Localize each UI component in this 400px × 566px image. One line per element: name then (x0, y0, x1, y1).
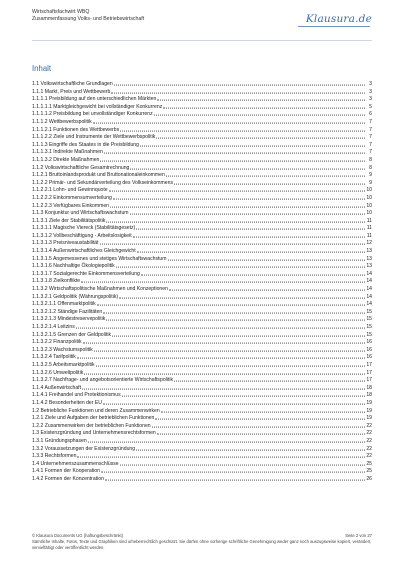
toc-entry-label: 1.1.3 Konjunktur und Wirtschaftswachstum (32, 210, 129, 217)
toc-entry-page: 14 (366, 286, 372, 293)
toc-entry-label: 1.1.3.1.6 Nachhaltige Ökologiepolitik (32, 263, 115, 270)
toc-entry-label: 1.1.3.1.4 Außenwirtschaftliches Gleichgewicht (32, 248, 136, 255)
toc-entry-page: 15 (366, 308, 372, 315)
toc-dot-leader (88, 438, 365, 443)
toc-entry-page: 12 (366, 240, 372, 247)
toc-entry-page: 15 (366, 324, 372, 330)
toc-entry-page: 22 (366, 453, 372, 460)
toc-entry-label: 1.1.3.2.3 Wachstumspolitik (32, 346, 93, 353)
toc-entry-page: 8 (369, 156, 372, 163)
toc-dot-leader (100, 157, 365, 162)
klausura-logo: Klausura.de (305, 13, 372, 25)
toc-dot-leader (130, 164, 365, 169)
toc-entry-page: 22 (366, 437, 372, 444)
toc-entry-label: 1.1.1 Markt, Preis und Wettbewerb (32, 88, 111, 95)
toc-entry-label: 1.1.2.1 Bruttoinlandsprodukt und Bruttonationaleinkommen (32, 172, 165, 179)
toc-entry-page: 8 (369, 164, 372, 171)
toc-entry-page: 18 (366, 384, 372, 391)
toc-entry-label: 1.1.3.2.1 Geldpolitik (Währungspolitik) (32, 293, 119, 300)
toc-dot-leader (140, 141, 365, 146)
toc-entry-page: 9 (369, 179, 372, 186)
toc-dot-leader (136, 445, 365, 450)
toc-entry-label: 1.3.3 Rechtsformen (32, 453, 77, 460)
toc-entry-label: 1.1.1.2.2 Ziele und Instrumente der Wettbewerbspolitik (32, 134, 156, 141)
toc-entry-page: 10 (366, 210, 372, 217)
toc-dot-leader (114, 81, 365, 86)
toc-entry-page: 11 (366, 225, 372, 232)
toc-dot-leader (112, 331, 365, 336)
toc-dot-leader (137, 248, 365, 253)
toc-entry-label: 1.2.2 Zusammenwirken der betrieblichen Funktionen (32, 422, 151, 429)
toc-entry-label: 1.1 Volkswirtschaftliche Grundlagen (32, 81, 113, 87)
toc-dot-leader (77, 354, 365, 359)
toc-dot-leader (155, 415, 365, 420)
toc-dot-leader (111, 88, 365, 93)
toc-entry-label: 1.1.3.2.4 Tarifpolitik (32, 354, 76, 361)
toc-entry-label: 1.1.3.2.6 Umweltpolitik (32, 369, 84, 376)
toc-entry-label: 1.1.3.2.1.3 Mindestreservepolitik (32, 316, 106, 323)
logo-underline (298, 26, 370, 27)
toc-entry-page: 22 (366, 445, 372, 452)
toc-entry-page: 7 (369, 141, 372, 148)
toc-dot-leader (83, 339, 365, 344)
toc-entry-page: 3 (369, 81, 372, 87)
toc-entry-label: 1.3 Existenzgründung und Unternehmensrechtsformen (32, 430, 156, 437)
toc-entry-label: 1.1.2.2.3 Verfügbares Einkommen (32, 202, 110, 209)
toc-entry-page: 7 (369, 126, 372, 133)
toc-dot-leader (152, 422, 365, 427)
toc-entry-page: 22 (366, 422, 372, 429)
toc-dot-leader (169, 286, 365, 291)
toc-dot-leader (104, 149, 365, 154)
toc-entry-label: 1.1.1.1.2 Preisbildung bei unvollständiger Konkurrenz (32, 111, 153, 118)
table-of-contents (32, 81, 372, 483)
toc-dot-leader (105, 475, 365, 480)
toc-entry-label: 1.1.3.1.3 Preisniveaustabilität (32, 240, 99, 247)
toc-dot-leader (84, 369, 365, 374)
toc-dot-leader (77, 453, 365, 458)
header-subtitle: Zusammenfassung Volks- und Betriebswirtschaft (32, 16, 145, 23)
toc-entry-page: 26 (366, 475, 372, 482)
toc-entry-label: 1.1.3.2.1.5 Grenzen der Geldpolitik (32, 331, 112, 338)
toc-dot-leader (106, 316, 365, 321)
toc-entry-page: 7 (369, 149, 372, 156)
toc-dot-leader (136, 225, 365, 230)
toc-entry-label: 1.1.3.1.5 Angemessenes und stetiges Wirtschaftswachstum (32, 255, 167, 262)
toc-dot-leader (120, 460, 365, 465)
toc-dot-leader (130, 210, 365, 215)
toc-dot-leader (101, 468, 365, 473)
footer-page-number: Seite 2 von 27 (345, 533, 372, 538)
page-header (32, 9, 372, 37)
toc-entry-page: 3 (369, 88, 372, 95)
toc-dot-leader (141, 270, 365, 275)
toc-entry-label: 1.1.1.1.1 Marktgleichgewicht bei vollständiger Konkurrenz (32, 103, 163, 110)
toc-dot-leader (97, 301, 365, 306)
toc-entry-page: 18 (366, 392, 372, 399)
toc-entry-label: 1.1.3.2 Wirtschaftspolitische Maßnahmen und Konzeptionen (32, 286, 168, 293)
toc-entry-page: 17 (366, 369, 372, 376)
toc-entry-label: 1.4.2 Formen der Konzentration (32, 475, 104, 482)
toc-entry[interactable] (32, 476, 372, 484)
toc-dot-leader (81, 278, 365, 283)
toc-entry-page: 3 (369, 96, 372, 103)
toc-entry-label: 1.1.3.2.1.4 Leitzins (32, 324, 75, 330)
toc-entry-label: 1.1.1.3 Eingriffe des Staates in die Preisbildung (32, 141, 139, 148)
toc-dot-leader (174, 179, 365, 184)
toc-entry-label: 1.3.2 Voraussetzungen der Existenzgründung (32, 445, 136, 452)
toc-dot-leader (119, 293, 365, 298)
toc-dot-leader (103, 308, 365, 313)
toc-entry-label: 1.1.2.2.2 Einkommensumverteilung (32, 194, 112, 201)
toc-dot-leader (161, 407, 365, 412)
toc-entry-page: 11 (366, 232, 372, 239)
header-divider (32, 40, 372, 41)
toc-entry-page: 16 (366, 339, 372, 346)
toc-entry-label: 1.1.3.1.2 Vollbeschäftigung - Arbeitslosigkeit (32, 232, 132, 239)
toc-entry-label: 1.1.1.2 Wettbewerbspolitik (32, 118, 92, 125)
toc-entry-label: 1.1.3.2.7 Nachfrage- und angebotsorientierte Wirtschaftspolitik (32, 377, 174, 384)
toc-dot-leader (168, 255, 366, 260)
toc-entry-page: 5 (369, 103, 372, 110)
toc-dot-leader (116, 263, 365, 268)
toc-entry-page: 25 (366, 460, 372, 467)
toc-entry-label: 1.3.1 Gründungsphasen (32, 437, 87, 444)
footer-copyright: © Klausura Documents UG (haftungsbeschränkt) (32, 533, 124, 538)
toc-entry-label: 1.1.4.2 Besonderheiten der EU (32, 399, 102, 406)
footer-notice: Sämtliche Inhalte, Fotos, Texte und Graphiken sind urheberrechtlich geschützt. Sie dürfen ohne vorherige schriftliche Genehmigung weder ganz noch auszugsweise kopiert, verändert, vervielfältigt oder veröffentlicht werden. (32, 538, 372, 550)
toc-entry-page: 19 (366, 415, 372, 422)
toc-entry-page: 10 (366, 194, 372, 201)
toc-dot-leader (166, 172, 365, 177)
toc-entry-label: 1.1.2.2.1 Lohn- und Gewinnquote (32, 187, 108, 194)
toc-entry-page: 14 (366, 278, 372, 285)
header-title: Wirtschaftsfachwirt WBQ (32, 9, 90, 15)
toc-dot-leader (157, 430, 365, 435)
toc-entry-label: 1.1.2 Volkswirtschaftliche Gesamtrechnung (32, 164, 130, 171)
toc-entry-page: 14 (366, 270, 372, 277)
toc-dot-leader (82, 384, 365, 389)
toc-dot-leader (156, 134, 365, 139)
toc-dot-leader (93, 119, 365, 124)
toc-entry-page: 14 (366, 293, 372, 300)
toc-entry-page: 16 (366, 346, 372, 353)
toc-entry-page: 15 (366, 316, 372, 323)
toc-dot-leader (103, 400, 365, 405)
toc-entry-page: 13 (366, 248, 372, 255)
toc-entry-label: 1.4.1 Formen der Kooperation (32, 468, 100, 475)
toc-entry-page: 14 (366, 301, 372, 308)
toc-entry-page: 10 (366, 187, 372, 194)
toc-dot-leader (94, 346, 365, 351)
toc-entry-page: 25 (366, 468, 372, 475)
toc-entry-label: 1.1.3.1.1 Magische Viereck (Stabilitätsgesetz) (32, 225, 136, 232)
toc-heading: Inhalt (32, 64, 52, 73)
toc-dot-leader (106, 217, 365, 222)
toc-entry-page: 19 (366, 407, 372, 414)
toc-entry-page: 16 (366, 354, 372, 361)
toc-entry-label: 1.1.3.1.7 Sozialgerechte Einkommensverteilung (32, 270, 140, 277)
toc-dot-leader (113, 195, 365, 200)
toc-entry-page: 13 (366, 255, 372, 262)
toc-dot-leader (122, 392, 365, 397)
toc-dot-leader (76, 324, 365, 329)
toc-dot-leader (96, 362, 365, 367)
toc-dot-leader (120, 126, 365, 131)
toc-entry-label: 1.1.3.1.8 Zielkonflikte (32, 278, 81, 285)
toc-entry-page: 7 (369, 134, 372, 141)
toc-entry-label: 1.4 Unternehmenszusammenschlüsse (32, 460, 119, 467)
toc-entry-label: 1.1.3.2.1.2 Ständige Fazilitäten (32, 308, 103, 315)
page-footer (32, 533, 372, 550)
toc-entry-page: 17 (366, 361, 372, 368)
toc-entry-page: 11 (366, 217, 372, 224)
toc-entry-label: 1.1.4 Außenwirtschaft (32, 384, 81, 391)
toc-entry-label: 1.1.3.1 Ziele der Stabilitätspolitik (32, 217, 106, 224)
toc-entry-page: 6 (369, 111, 372, 118)
toc-dot-leader (110, 202, 365, 207)
toc-entry-label: 1.1.1.1 Preisbildung auf den unterschiedlichen Märkten (32, 96, 157, 103)
toc-entry-label: 1.1.2.2 Primär- und Sekundärverteilung des Volkseinkommens (32, 179, 174, 186)
toc-dot-leader (133, 232, 365, 237)
toc-dot-leader (174, 377, 365, 382)
toc-dot-leader (163, 103, 365, 108)
toc-entry-page: 13 (366, 263, 372, 270)
toc-dot-leader (109, 187, 365, 192)
toc-entry-label: 1.1.1.3.2 Direkte Maßnahmen (32, 156, 100, 163)
toc-entry-label: 1.1.3.2.1.1 Offenmarktpolitik (32, 301, 96, 308)
toc-entry-label: 1.1.4.1 Freihandel und Protektionismus (32, 392, 121, 399)
toc-dot-leader (154, 111, 365, 116)
toc-entry-page: 22 (366, 430, 372, 437)
toc-entry-label: 1.1.3.2.2 Finanzpolitik (32, 339, 82, 346)
toc-dot-leader (157, 96, 365, 101)
toc-entry-label: 1.2 Betriebliche Funktionen und deren Zusammenwirken (32, 407, 160, 414)
toc-entry-label: 1.1.1.3.1 Indirekte Maßnahmen (32, 149, 103, 156)
toc-entry-page: 17 (366, 377, 372, 384)
toc-entry-label: 1.1.1.2.1 Funktionen des Wettbewerbs (32, 126, 120, 133)
toc-entry-page: 19 (366, 399, 372, 406)
toc-entry-page: 15 (366, 331, 372, 338)
toc-entry-label: 1.2.1 Ziele und Aufgaben der betrieblichen Funktionen (32, 415, 155, 422)
toc-entry-page: 10 (366, 202, 372, 209)
toc-dot-leader (100, 240, 365, 245)
toc-entry-page: 9 (369, 172, 372, 179)
toc-entry-page: 7 (369, 118, 372, 125)
toc-entry-label: 1.1.3.2.5 Arbeitsmarktpolitik (32, 361, 95, 368)
